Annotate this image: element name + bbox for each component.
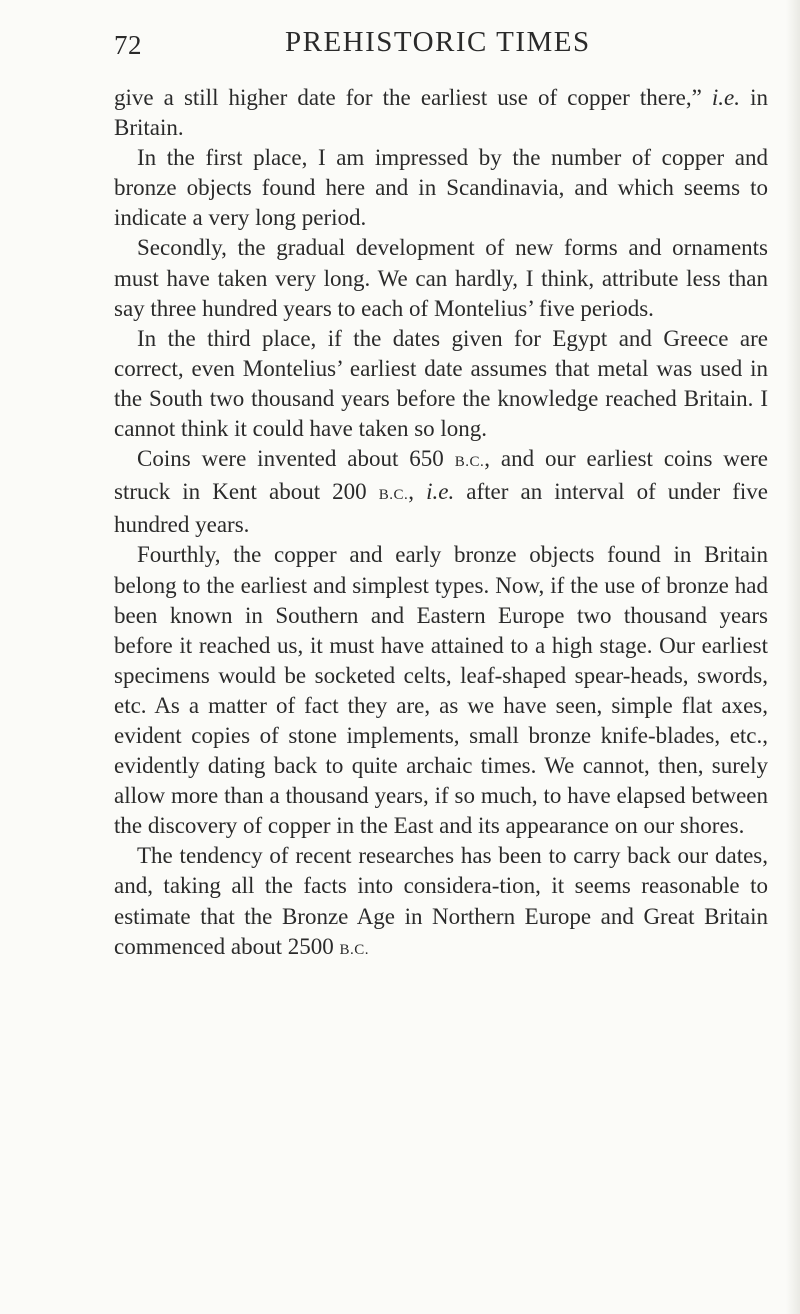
page-number: 72 [114, 30, 142, 60]
bc-abbreviation: B.C. [339, 941, 369, 958]
paragraph-3: Secondly, the gradual development of new forms and ornaments must have taken very long. We can hardly, I think, attribute less than say three hundred years to each of Montelius’ five periods. [114, 235, 768, 321]
paragraph-1-text-b: in Britain. [114, 85, 768, 141]
bc-abbreviation: B.C. [454, 454, 485, 471]
paragraph-6: Fourthly, the copper and early bronze objects found in Britain belong to the earliest and simplest types. Now, if the use of bronze had been known in Southern and Eastern Europe two thousand years before it reached us, it must have attained to a high stage. Our earliest specimens would be socketed celts, leaf-shaped spear-heads, swords, etc. As a matter of fact they are, as we have seen, simple flat axes, evident copies of stone implements, small bronze knife-blades, etc., evidently dating back to quite archaic times. We cannot, then, surely allow more than a thousand years, if so much, to have elapsed between the discovery of copper in the East and its appearance on our shores. [114, 542, 768, 839]
paragraph-1 [114, 83, 768, 143]
running-head [114, 26, 768, 66]
paragraph-7-text-a: The tendency of recent researches has been to carry back our dates, and, taking all the facts into considera-tion, it seems reasonable to estimate that the Bronze Age in Northern Europe and Great Britain commenced about 2500 [114, 843, 768, 959]
body-text [114, 83, 768, 965]
paragraph-2: In the first place, I am impressed by the number of copper and bronze objects found here and in Scandinavia, and which seems to indicate a very long period. [114, 145, 768, 231]
paragraph-5-text-b: , and our earliest coins were struck in Kent about 200 [114, 446, 768, 505]
italic-ie: i.e. [426, 479, 455, 505]
italic-ie: i.e. [711, 85, 741, 110]
running-title: PREHISTORIC TIMES [285, 26, 591, 58]
paragraph-4: In the third place, if the dates given for Egypt and Greece are correct, even Montelius’ earliest date assumes that metal was used in the South two thousand years before the knowledge reached Britain. I cannot think it could have taken so long. [114, 325, 768, 442]
bc-abbreviation: B.C. [378, 487, 409, 504]
paragraph-5-text-d: after an interval of under five hundred years. [114, 479, 769, 538]
page-edge-shadow [786, 0, 800, 1314]
paragraph-1-text-a: give a still higher date for the earliest use of copper there,” [114, 85, 712, 110]
paragraph-7 [114, 841, 768, 964]
paragraph-5-text-c: , [408, 479, 427, 505]
paragraph-5 [114, 444, 768, 540]
paragraph-5-text-a: Coins were invented about 650 [137, 446, 455, 472]
